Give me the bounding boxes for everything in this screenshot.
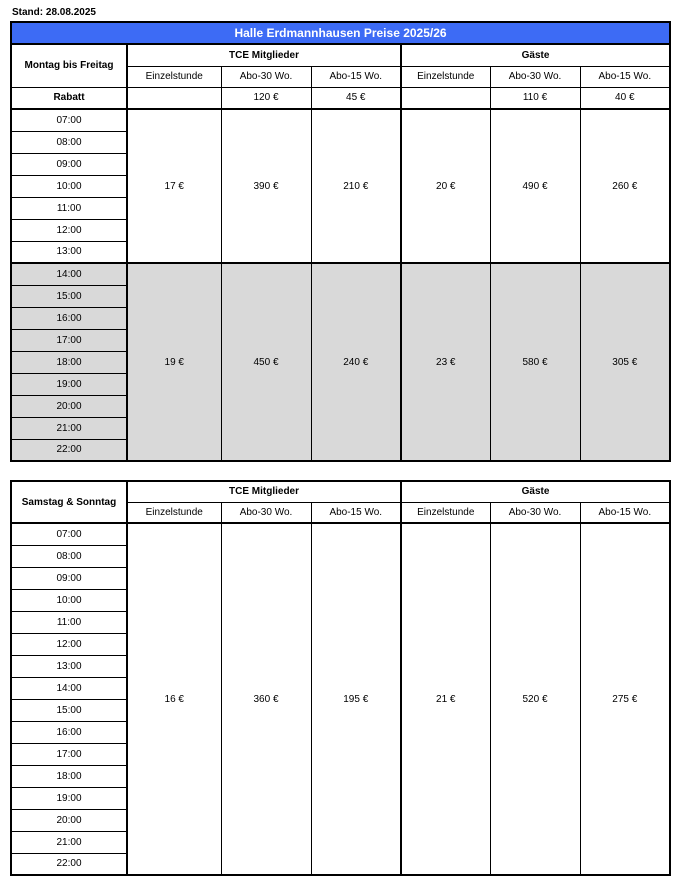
time-label: 16:00 [11, 307, 127, 329]
time-label: 12:00 [11, 219, 127, 241]
time-row [11, 523, 670, 545]
afternoon-member-single-price: 19 € [127, 263, 221, 461]
time-label: 18:00 [11, 351, 127, 373]
guests-group-header: Gäste [401, 44, 670, 66]
weekend-guest-abo15-price: 275 € [580, 523, 670, 875]
time-label: 20:00 [11, 395, 127, 417]
weekend-member-abo30-price: 360 € [221, 523, 311, 875]
afternoon-guest-abo30-price: 580 € [490, 263, 580, 461]
afternoon-member-abo15-price: 240 € [311, 263, 401, 461]
morning-guest-abo15-price: 260 € [580, 109, 670, 263]
time-label: 11:00 [11, 197, 127, 219]
time-label: 17:00 [11, 329, 127, 351]
col-header-abo15: Abo-15 Wo. [311, 502, 401, 523]
morning-member-abo15-price: 210 € [311, 109, 401, 263]
col-header-single: Einzelstunde [401, 66, 490, 87]
time-label: 18:00 [11, 765, 127, 787]
weekend-guest-abo30-price: 520 € [490, 523, 580, 875]
time-label: 19:00 [11, 787, 127, 809]
rabatt-member-abo15: 45 € [311, 87, 401, 109]
col-header-abo15: Abo-15 Wo. [580, 502, 670, 523]
col-header-abo30: Abo-30 Wo. [221, 502, 311, 523]
time-label: 21:00 [11, 417, 127, 439]
col-header-abo15: Abo-15 Wo. [311, 66, 401, 87]
morning-member-abo30-price: 390 € [221, 109, 311, 263]
time-label: 16:00 [11, 721, 127, 743]
afternoon-member-abo30-price: 450 € [221, 263, 311, 461]
rabatt-member-single [127, 87, 221, 109]
col-header-abo30: Abo-30 Wo. [490, 66, 580, 87]
time-label: 17:00 [11, 743, 127, 765]
time-label: 22:00 [11, 439, 127, 461]
rabatt-member-abo30: 120 € [221, 87, 311, 109]
time-row [11, 263, 670, 285]
time-label: 08:00 [11, 131, 127, 153]
col-header-single: Einzelstunde [127, 66, 221, 87]
time-label: 10:00 [11, 175, 127, 197]
time-label: 07:00 [11, 523, 127, 545]
col-header-abo30: Abo-30 Wo. [490, 502, 580, 523]
time-label: 13:00 [11, 241, 127, 263]
afternoon-guest-single-price: 23 € [401, 263, 490, 461]
rabatt-guest-abo15: 40 € [580, 87, 670, 109]
afternoon-guest-abo15-price: 305 € [580, 263, 670, 461]
time-label: 22:00 [11, 853, 127, 875]
morning-member-single-price: 17 € [127, 109, 221, 263]
table-title: Halle Erdmannhausen Preise 2025/26 [11, 22, 670, 44]
rabatt-label: Rabatt [11, 87, 127, 109]
weekend-guest-single-price: 21 € [401, 523, 490, 875]
time-label: 12:00 [11, 633, 127, 655]
col-header-single: Einzelstunde [127, 502, 221, 523]
stand-date: Stand: 28.08.2025 [12, 7, 96, 18]
time-label: 15:00 [11, 285, 127, 307]
time-label: 14:00 [11, 263, 127, 285]
time-row [11, 109, 670, 131]
time-label: 13:00 [11, 655, 127, 677]
time-label: 14:00 [11, 677, 127, 699]
col-header-single: Einzelstunde [401, 502, 490, 523]
time-label: 20:00 [11, 809, 127, 831]
members-group-header: TCE Mitglieder [127, 44, 401, 66]
time-label: 09:00 [11, 567, 127, 589]
col-header-abo30: Abo-30 Wo. [221, 66, 311, 87]
col-header-abo15: Abo-15 Wo. [580, 66, 670, 87]
members-group-header: TCE Mitglieder [127, 481, 401, 502]
weekend-price-table [10, 480, 671, 876]
time-label: 19:00 [11, 373, 127, 395]
morning-guest-abo30-price: 490 € [490, 109, 580, 263]
time-label: 10:00 [11, 589, 127, 611]
weekday-price-table [10, 21, 671, 462]
time-label: 11:00 [11, 611, 127, 633]
time-label: 15:00 [11, 699, 127, 721]
time-label: 07:00 [11, 109, 127, 131]
morning-guest-single-price: 20 € [401, 109, 490, 263]
weekday-label: Montag bis Freitag [11, 44, 127, 87]
rabatt-guest-single [401, 87, 490, 109]
weekend-member-single-price: 16 € [127, 523, 221, 875]
time-label: 08:00 [11, 545, 127, 567]
rabatt-row [11, 87, 670, 109]
rabatt-guest-abo30: 110 € [490, 87, 580, 109]
guests-group-header: Gäste [401, 481, 670, 502]
weekend-member-abo15-price: 195 € [311, 523, 401, 875]
time-label: 21:00 [11, 831, 127, 853]
time-label: 09:00 [11, 153, 127, 175]
weekend-label: Samstag & Sonntag [11, 481, 127, 523]
